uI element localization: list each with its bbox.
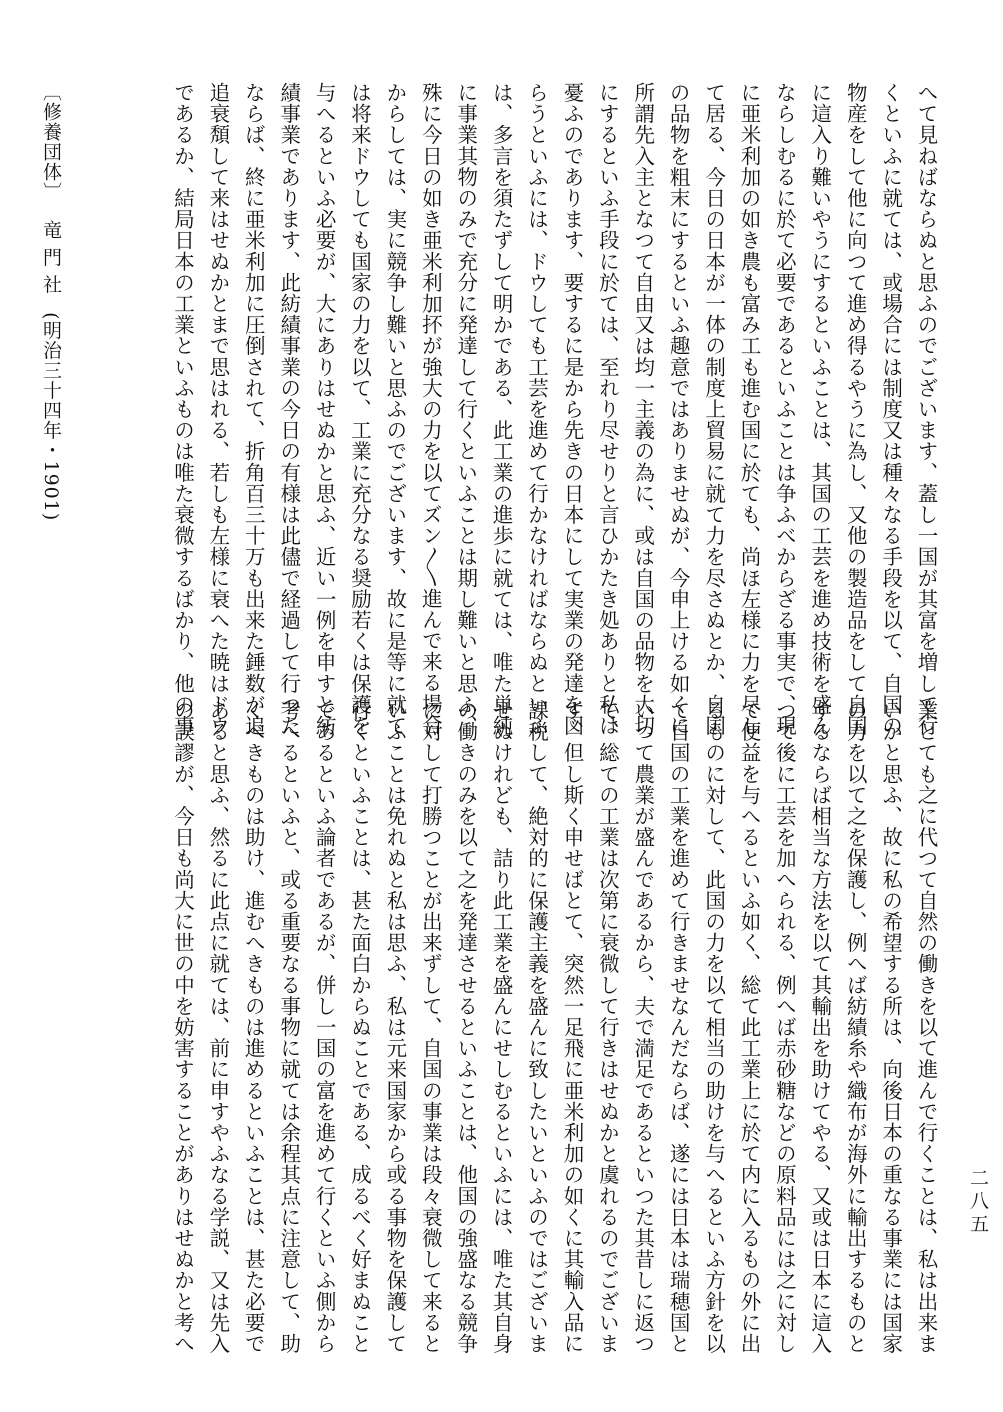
text-column: らうといふには、ドウしても工芸を進めて行かなければならぬといふ <box>524 82 549 737</box>
text-column: す、但し斯く申せばとて、突然一足飛に亜米利加の如くに其輸入品に <box>559 700 584 1355</box>
text-column: へて見ねばならぬと思ふのでございます、蓋し一国が其富を増して行 <box>914 82 938 737</box>
text-column: するならば相当な方法を以て其輸出を助けてやる、又或は日本に這入 <box>807 700 832 1355</box>
text-column: いかと思ふ、故に私の希望する所は、向後日本の重なる事業には国家 <box>878 700 903 1355</box>
text-column: に対して打勝つことが出来ずして、自国の事業は段々衰微して来ると <box>418 700 443 1355</box>
text-column: 考へるといふと、或る重要なる事物に就ては余程其点に注意して、助 <box>276 700 301 1355</box>
publisher-label: 竜 門 社 <box>40 220 62 295</box>
organization-label: 〔修養団体〕 <box>40 82 62 202</box>
text-column: くべきものは助け、進むへきものは進めるといふことは、甚た必要で <box>241 700 266 1355</box>
text-column: の力を以て之を保護し、例へば紡績糸や織布が海外に輸出するものと <box>843 700 868 1355</box>
text-column: の働きのみを以て之を発達させるといふことは、他国の強盛なる競争 <box>453 700 478 1355</box>
text-column: つて後に工芸を加へられる、例へば赤砂糖などの原料品には之に対し <box>772 700 797 1355</box>
text-column: 所謂先入主となつて自由又は均一主義の為に、或は自国の品物を大切 <box>630 82 655 737</box>
text-column: は、多言を須たずして明かである、此工業の進歩に就ては、唯た単純 <box>489 82 514 737</box>
text-column: あると思ふ、然るに此点に就ては、前に申すやふなる学説、又は先入 <box>205 700 230 1355</box>
upper-text-block <box>164 82 943 737</box>
text-column: 追衰頽して来はせぬかとまで思はれる、若しも左様に衰へた暁はドウ <box>205 82 230 737</box>
text-column: の品物を粗末にするといふ趣意ではありませぬが、今申上ける如くに <box>666 82 691 737</box>
text-column: て居る、今日の日本が一体の制度上貿易に就て力を尽さぬとか、自国 <box>701 82 726 737</box>
text-column: いふことは免れぬと私は思ふ、私は元来国家から或る事物を保護して <box>382 700 407 1355</box>
text-column: 業とても之に代つて自然の働きを以て進んで行くことは、私は出来ま <box>914 700 938 1355</box>
page-number: 二八五 <box>967 1168 989 1237</box>
text-column: にするといふ手段に於ては、至れり尽せりと言ひかたき処ありと私は <box>595 82 620 737</box>
text-column: に事業其物のみで充分に発達して行くといふことは期し難いと思ふ、 <box>453 82 478 737</box>
text-column: 物産をして他に向つて進め得るやうに為し、又他の製造品をして自国 <box>843 82 868 737</box>
text-column: 課税して、絶対的に保護主義を盛んに致したいといふのではございま <box>524 700 549 1355</box>
text-column: くといふに就ては、或場合には制度又は種々なる手段を以て、自国の <box>878 82 903 737</box>
text-column: に亜米利加の如き農も富み工も進む国に於ても、尚ほ左様に力を尽し <box>736 82 761 737</box>
text-column: ならば、終に亜米利加に圧倒されて、折角百三十万も出来た錘数が追 <box>241 82 266 737</box>
lower-text-block <box>164 700 943 1355</box>
text-column: であるか、結局日本の工業といふものは唯た衰微するばかり、他の事 <box>170 82 195 737</box>
date-label: (明治三十四年・1901) <box>40 312 62 522</box>
text-column: せぬけれども、詰り此工業を盛んにせしむるといふには、唯た其自身 <box>489 700 514 1355</box>
text-column: 与へるといふ必要が、大にありはせぬかと思ふ、近い一例を申すと紡 <box>312 82 337 737</box>
text-column: 行くといふことは、甚た面白からぬことである、成るべく好まぬこと <box>347 700 372 1355</box>
text-column: からしては、実に競争し難いと思ふのでございます、故に是等に就て <box>382 82 407 737</box>
text-column: るものに対して、此国の力を以て相当の助けを与へるといふ方針を以 <box>701 700 726 1355</box>
text-column: であるといふ論者であるが、併し一国の富を進めて行くといふ側から <box>312 700 337 1355</box>
text-column: 績事業であります、此紡績事業の今日の有様は此儘で経過して行つた <box>276 82 301 737</box>
text-column: ならしむるに於て必要であるといふことは争ふべからざる事実で、現 <box>772 82 797 737</box>
text-column: の誤謬が、今日も尚大に世の中を妨害することがありはせぬかと考へ <box>170 700 195 1355</box>
text-column: て便益を与へるといふ如く、総て此工業上に於て内に入るもの外に出 <box>736 700 761 1355</box>
text-column: に這入り難いやうにするといふことは、其国の工芸を進め技術を盛ん <box>807 82 832 737</box>
text-column: いつて農業が盛んであるから、夫で満足であるといつた其昔しに返つ <box>630 700 655 1355</box>
text-column: て、総ての工業は次第に衰微して行きはせぬかと虞れるのでございま <box>595 700 620 1355</box>
text-column: は将来ドウしても国家の力を以て、工業に充分なる奨励若くは保護を <box>347 82 372 737</box>
text-column: 憂ふのであります、要するに是から先きの日本にして実業の発達を図 <box>559 82 584 737</box>
text-column: て自国の工業を進めて行きませなんだならば、遂には日本は瑞穂国と <box>666 700 691 1355</box>
source-footer <box>38 82 65 521</box>
text-column: 殊に今日の如き亜米利加抔が強大の力を以てズン〳〵進んで来る場合 <box>418 82 443 736</box>
